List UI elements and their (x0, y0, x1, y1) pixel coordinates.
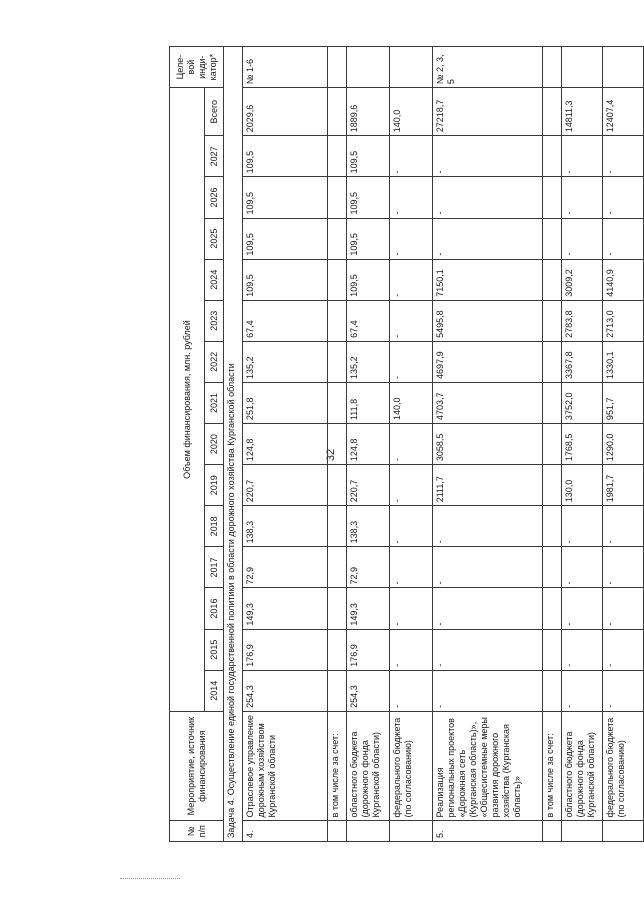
empty-cell (328, 341, 347, 382)
year-value: 951,7 (603, 382, 644, 423)
year-header: 2015 (205, 629, 224, 670)
row-indicator: № 1-6 (243, 47, 328, 88)
row-number (390, 821, 433, 842)
year-value: - (603, 670, 644, 711)
year-value: - (390, 136, 433, 177)
row-indicator (603, 47, 644, 88)
year-value: - (390, 300, 433, 341)
header-num: № п/п (170, 821, 224, 842)
year-value: - (433, 547, 543, 588)
empty-cell (328, 465, 347, 506)
year-value: - (433, 629, 543, 670)
year-value: - (390, 259, 433, 300)
year-value: 1290,0 (603, 424, 644, 465)
year-value: - (390, 341, 433, 382)
footer-divider (120, 878, 180, 879)
year-value: 109,5 (347, 218, 390, 259)
year-value: 2111,7 (433, 465, 543, 506)
year-value: 220,7 (347, 465, 390, 506)
task-title: Задача 4. Осуществление единой государственной политики в области дорожного хозяйства Курганской области (224, 47, 243, 842)
year-value: 4697,9 (433, 341, 543, 382)
year-value: 124,8 (347, 424, 390, 465)
empty-cell (543, 506, 562, 547)
year-value: 124,8 (243, 424, 328, 465)
year-value: 2783,8 (562, 300, 603, 341)
year-value: 67,4 (347, 300, 390, 341)
empty-cell (543, 588, 562, 629)
table-row (243, 47, 328, 842)
year-value: - (562, 588, 603, 629)
row-indicator (562, 47, 603, 88)
year-header: 2025 (205, 218, 224, 259)
empty-cell (328, 547, 347, 588)
header-event: Мероприятие, источник финансирования (170, 711, 224, 821)
empty-cell (543, 177, 562, 218)
header-volume: Объем финансирования, млн. рублей (170, 88, 205, 712)
row-number (562, 821, 603, 842)
empty-cell (328, 300, 347, 341)
year-header: 2019 (205, 465, 224, 506)
year-value: 4140,9 (603, 259, 644, 300)
year-value: 254,3 (347, 670, 390, 711)
table-row (347, 47, 390, 842)
year-value: 109,5 (347, 136, 390, 177)
row-name: областного бюджета (дорожного фонда Курганской области) (562, 711, 603, 821)
row-name: областного бюджета (дорожного фонда Курганской области) (347, 711, 390, 821)
row-total: 1889,6 (347, 88, 390, 136)
row-number (328, 821, 347, 842)
row-name: Реализация региональных проектов «Дорожная сеть (Курганская область)», «Общесистемные меры развития дорожного хозяйства (Курганская область)» (433, 711, 543, 821)
year-header: 2020 (205, 424, 224, 465)
subtotal-label-row (328, 47, 347, 842)
year-value: 3367,8 (562, 341, 603, 382)
year-value: 109,5 (347, 177, 390, 218)
empty-cell (328, 177, 347, 218)
empty-cell (328, 588, 347, 629)
table-row (390, 47, 433, 842)
row-number (543, 821, 562, 842)
year-value: - (603, 218, 644, 259)
financing-table-container (169, 46, 626, 842)
year-value: 4703,7 (433, 382, 543, 423)
year-value: 176,9 (347, 629, 390, 670)
year-value: 149,3 (243, 588, 328, 629)
empty-cell (328, 424, 347, 465)
row-total: 2029,6 (243, 88, 328, 136)
year-value: 254,3 (243, 670, 328, 711)
table-body (224, 47, 644, 842)
year-value: - (603, 629, 644, 670)
empty-cell (543, 465, 562, 506)
empty-cell (543, 629, 562, 670)
year-value: 3752,0 (562, 382, 603, 423)
year-value: 5495,8 (433, 300, 543, 341)
year-value: - (433, 218, 543, 259)
year-header: 2027 (205, 136, 224, 177)
empty-cell (328, 218, 347, 259)
row-indicator (347, 47, 390, 88)
empty-cell (543, 136, 562, 177)
year-value: 135,2 (243, 341, 328, 382)
year-value: - (562, 547, 603, 588)
table-row (562, 47, 603, 842)
empty-cell (328, 47, 347, 88)
task-row (224, 47, 243, 842)
row-total: 140,0 (390, 88, 433, 136)
year-value: - (390, 547, 433, 588)
year-value: - (603, 177, 644, 218)
year-value: 176,9 (243, 629, 328, 670)
year-header: 2021 (205, 382, 224, 423)
empty-cell (543, 670, 562, 711)
row-number (603, 821, 644, 842)
year-value: 109,5 (347, 259, 390, 300)
empty-cell (543, 300, 562, 341)
year-value: 130,0 (562, 465, 603, 506)
year-value: 149,3 (347, 588, 390, 629)
empty-cell (328, 259, 347, 300)
empty-cell (543, 547, 562, 588)
year-value: - (433, 670, 543, 711)
year-value: 1981,7 (603, 465, 644, 506)
year-value: - (603, 547, 644, 588)
empty-cell (543, 218, 562, 259)
year-value: 1330,1 (603, 341, 644, 382)
year-value: - (433, 136, 543, 177)
empty-cell (328, 382, 347, 423)
year-header: 2018 (205, 506, 224, 547)
year-header: 2014 (205, 670, 224, 711)
empty-cell (543, 47, 562, 88)
year-value: 109,5 (243, 136, 328, 177)
subtotal-label: в том числе за счет: (328, 711, 347, 821)
empty-cell (543, 424, 562, 465)
row-total: 12407,4 (603, 88, 644, 136)
year-value: 3058,5 (433, 424, 543, 465)
year-value: - (603, 136, 644, 177)
year-value: 138,3 (347, 506, 390, 547)
year-value: - (562, 136, 603, 177)
header-indicator: Целе-вой инди-катор* (170, 47, 224, 88)
year-value: 251,8 (243, 382, 328, 423)
empty-cell (543, 341, 562, 382)
empty-cell (543, 88, 562, 136)
subtotal-label: в том числе за счет: (543, 711, 562, 821)
year-value: - (562, 629, 603, 670)
year-header: 2016 (205, 588, 224, 629)
page-number: 32 (325, 448, 337, 462)
row-total: 14811,3 (562, 88, 603, 136)
row-name: федерального бюджета (по согласованию) (390, 711, 433, 821)
table-row (433, 47, 543, 842)
row-number: 5. (433, 821, 543, 842)
year-value: 7150,1 (433, 259, 543, 300)
subtotal-label-row (543, 47, 562, 842)
row-name: Отраслевое управление дорожным хозяйством Курганской области (243, 711, 328, 821)
year-header: 2026 (205, 177, 224, 218)
year-value: - (390, 506, 433, 547)
year-value: - (562, 670, 603, 711)
year-value: - (390, 465, 433, 506)
year-value: - (603, 506, 644, 547)
row-total: 27218,7 (433, 88, 543, 136)
year-value: 220,7 (243, 465, 328, 506)
row-indicator (390, 47, 433, 88)
rotated-table-frame (169, 46, 626, 842)
year-value: - (562, 218, 603, 259)
year-value: - (390, 177, 433, 218)
year-value: - (390, 218, 433, 259)
year-value: 1768,5 (562, 424, 603, 465)
year-value: 3009,2 (562, 259, 603, 300)
year-header: 2017 (205, 547, 224, 588)
year-value: - (390, 588, 433, 629)
year-value: - (562, 506, 603, 547)
year-value: - (433, 177, 543, 218)
year-header: 2024 (205, 259, 224, 300)
year-value: - (390, 670, 433, 711)
year-value: 72,9 (243, 547, 328, 588)
table-row (603, 47, 644, 842)
empty-cell (328, 88, 347, 136)
year-value: - (433, 588, 543, 629)
row-number: 4. (243, 821, 328, 842)
year-value: - (433, 506, 543, 547)
year-value: - (603, 588, 644, 629)
year-header: 2023 (205, 300, 224, 341)
year-value: 72,9 (347, 547, 390, 588)
year-value: 67,4 (243, 300, 328, 341)
empty-cell (328, 506, 347, 547)
financing-table (169, 46, 644, 842)
empty-cell (328, 670, 347, 711)
empty-cell (543, 382, 562, 423)
year-value: 109,5 (243, 177, 328, 218)
year-value: 138,3 (243, 506, 328, 547)
empty-cell (328, 136, 347, 177)
year-value: 140,0 (390, 382, 433, 423)
empty-cell (328, 629, 347, 670)
year-header: 2022 (205, 341, 224, 382)
year-value: - (562, 177, 603, 218)
empty-cell (543, 259, 562, 300)
row-number (347, 821, 390, 842)
year-value: 109,5 (243, 218, 328, 259)
year-value: 2713,0 (603, 300, 644, 341)
year-value: 111,8 (347, 382, 390, 423)
year-value: 135,2 (347, 341, 390, 382)
row-name: федерального бюджета (по согласованию) (603, 711, 644, 821)
year-value: 109,5 (243, 259, 328, 300)
total-header: Всего (205, 88, 224, 136)
year-value: - (390, 629, 433, 670)
row-indicator: № 2, 3, 5 (433, 47, 543, 88)
year-value: - (390, 424, 433, 465)
